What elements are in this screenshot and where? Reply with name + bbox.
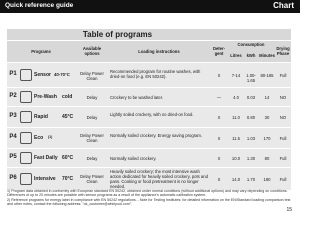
minutes: 80-165: [260, 73, 274, 78]
program-options: Delay Power Clean: [80, 71, 104, 81]
eco-icon: [20, 132, 32, 144]
detergent: X: [217, 73, 221, 78]
program-number: P6: [9, 175, 17, 181]
kwh: 1.03: [246, 136, 256, 141]
detergent: X: [217, 136, 221, 141]
litres: 4.0: [233, 95, 239, 100]
footnotes: [7, 189, 291, 207]
program-temp: cold: [62, 94, 73, 100]
col-drying: Drying Phase: [276, 46, 290, 56]
table-row: [7, 148, 291, 167]
program-number: P5: [9, 154, 17, 160]
col-litres: Litres: [230, 53, 242, 58]
table-header: [7, 41, 291, 62]
program-name: Rapid: [34, 114, 48, 120]
table-row: [7, 106, 291, 127]
loading-instructions: Lightly soiled crockery, with no dried-on food.: [110, 112, 194, 117]
loading-instructions: Normally soiled crockery.: [110, 156, 157, 161]
program-options: Delay: [86, 156, 98, 161]
detergent: X: [217, 115, 221, 120]
kwh: 1.70: [246, 177, 256, 182]
table-row: [7, 62, 291, 87]
guide-title: Quick reference guide: [5, 2, 74, 9]
loading-instructions: Normally soiled crockery. Energy saving program.: [110, 133, 203, 138]
loading-instructions: Heavily soiled crockery; the most intensive wash action dedicated for heavily soiled crockery, pots and pans. Cooking or food pretreatment is no longer needed.: [110, 169, 208, 189]
program-number: P2: [9, 93, 17, 99]
programs-table: [7, 29, 291, 190]
program-options: Delay: [86, 115, 98, 120]
program-temp: 45°C: [62, 114, 74, 120]
table-row: [7, 87, 291, 106]
intensive-icon: [20, 173, 32, 185]
program-temp: 60°C: [62, 155, 74, 161]
col-detergent: Deter-gent: [212, 46, 226, 56]
minutes: 80: [264, 156, 270, 161]
fast-daily-icon: [20, 152, 32, 164]
minutes: 30: [264, 115, 270, 120]
drying: NO: [279, 115, 287, 120]
drying: Full: [279, 177, 287, 182]
loading-instructions: Crockery to be washed later.: [110, 95, 164, 100]
minutes: 180: [263, 177, 271, 182]
table-title-row: [7, 29, 291, 41]
detergent: X: [217, 156, 221, 161]
program-options: Delay: [86, 95, 98, 100]
table-row: [7, 127, 291, 148]
program-name: Pre-Wash: [34, 94, 57, 100]
col-minutes: Minutes: [259, 53, 275, 58]
footnote: 2) Reference programs for energy label in compliance with EN 50242 regulations. - Note for Testing Institutes: for detailed information on the EN/Standard loading comparison test and other notes, contact the following address: "ok_customer@whirlpool.com".: [7, 197, 291, 207]
loading-instructions: Recommended program for routine washes, with dried-on food (e.g. EN 50242).: [110, 69, 201, 79]
litres: 7-14: [231, 73, 241, 78]
program-name: Intensive: [34, 176, 56, 182]
program-name: Fast Daily: [34, 155, 58, 161]
litres: 10.0: [231, 156, 241, 161]
col-options: Available options: [82, 46, 102, 56]
drying: Full: [279, 136, 287, 141]
footnote: 1) Program data obtained in conformity with European standard EN 50242, obtained under normal conditions (without additional options) and may vary depending on conditions. Differences of up to 20 minutes are possible with sensor programs as a result of the appliance's automatic calibration system.: [7, 189, 288, 198]
program-name: Sensor: [34, 72, 51, 78]
col-loading: Loading instructions: [138, 49, 180, 54]
minutes: 14: [264, 95, 270, 100]
program-options: Delay Power Clean: [80, 174, 104, 184]
program-name: Eco: [34, 135, 44, 141]
kwh: 1.30: [246, 156, 256, 161]
detergent: —: [216, 95, 222, 100]
col-kwh: kWh: [246, 53, 256, 58]
minutes: 170: [263, 136, 271, 141]
drying: Full: [279, 156, 287, 161]
section-title: Chart: [273, 1, 294, 10]
table-row: [7, 167, 291, 190]
drying: NO: [279, 95, 287, 100]
kwh: 0.03: [246, 95, 256, 100]
kwh: 1.00-1.65: [246, 73, 256, 83]
program-number: P1: [9, 71, 17, 77]
rapid-icon: [20, 111, 32, 123]
program-temp: 40-70°C: [54, 72, 70, 77]
top-bar: [0, 0, 300, 13]
litres: 11.5: [232, 136, 240, 141]
program-number: P4: [9, 134, 17, 140]
litres: 11.0: [232, 115, 240, 120]
col-consumption: Consumption: [237, 42, 265, 47]
program-temp: (1): [48, 135, 53, 139]
program-temp: 70°C: [62, 176, 74, 182]
col-programs: Programs: [31, 49, 51, 54]
litres: 14.0: [231, 177, 241, 182]
table-title: Table of programs: [82, 30, 153, 39]
page-number: 15: [286, 207, 292, 213]
program-number: P3: [9, 113, 17, 119]
drying: Full: [279, 73, 287, 78]
detergent: X: [217, 177, 221, 182]
kwh: 0.80: [246, 115, 256, 120]
program-options: Delay Power Clean: [80, 133, 104, 143]
pre-wash-icon: [20, 91, 32, 103]
sensor-icon: [20, 69, 32, 81]
